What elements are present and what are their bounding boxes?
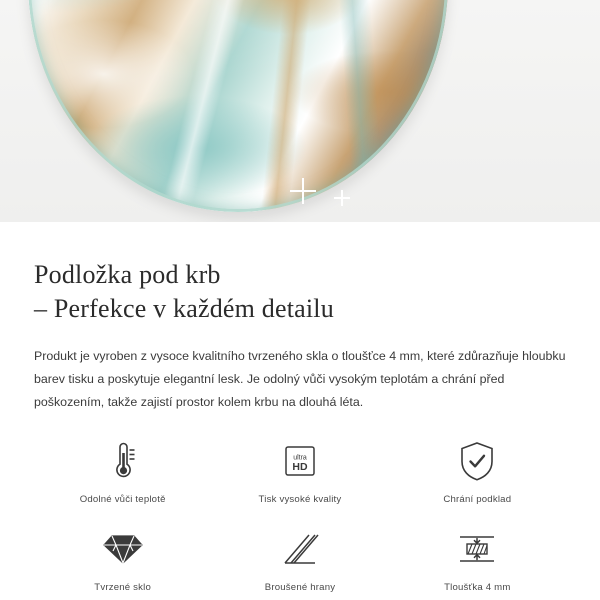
feature-caption: Odolné vůči teplotě — [79, 494, 166, 506]
feature-surface-protection — [389, 439, 566, 505]
polished-edges-icon — [279, 527, 321, 571]
page-title — [34, 258, 566, 327]
feature-caption: Tisk vysoké kvality — [258, 494, 342, 506]
feature-temperature-resistant — [34, 439, 211, 505]
svg-text:HD: HD — [292, 461, 308, 474]
feature-thickness — [389, 527, 566, 593]
thickness-icon — [454, 527, 500, 571]
feature-caption: Chrání podklad — [443, 494, 512, 506]
product-description-text: Produkt je vyroben z vysoce kvalitního tvrzeného skla o tloušťce 4 mm, které zdůrazňuje hloubku barev tisku a poskytuje elegantní lesk. Je odolný vůči vysokým teplotám a chrání před poškozením, takže zajistí prostor kolem krbu na dlouhá léta. — [34, 348, 566, 409]
thermometer-icon — [106, 439, 140, 483]
ultra-hd-icon — [280, 439, 320, 483]
feature-caption: Tloušťka 4 mm — [444, 582, 511, 594]
headline-line-1: Podložka pod krb — [34, 260, 221, 289]
feature-grid — [34, 439, 566, 593]
shield-check-icon — [458, 439, 496, 483]
content-area — [0, 222, 600, 593]
hero-image — [0, 0, 600, 222]
feature-caption: Tvrzené sklo — [94, 582, 152, 594]
svg-text:ultra: ultra — [293, 454, 307, 462]
feature-print-quality — [211, 439, 388, 505]
diamond-icon — [102, 527, 144, 571]
headline-line-2: – Perfekce v každém detailu — [34, 294, 334, 324]
feature-caption: Broušené hrany — [264, 582, 336, 594]
glass-disc-product-image — [28, 0, 448, 212]
feature-tempered-glass — [34, 527, 211, 593]
feature-polished-edges — [211, 527, 388, 593]
